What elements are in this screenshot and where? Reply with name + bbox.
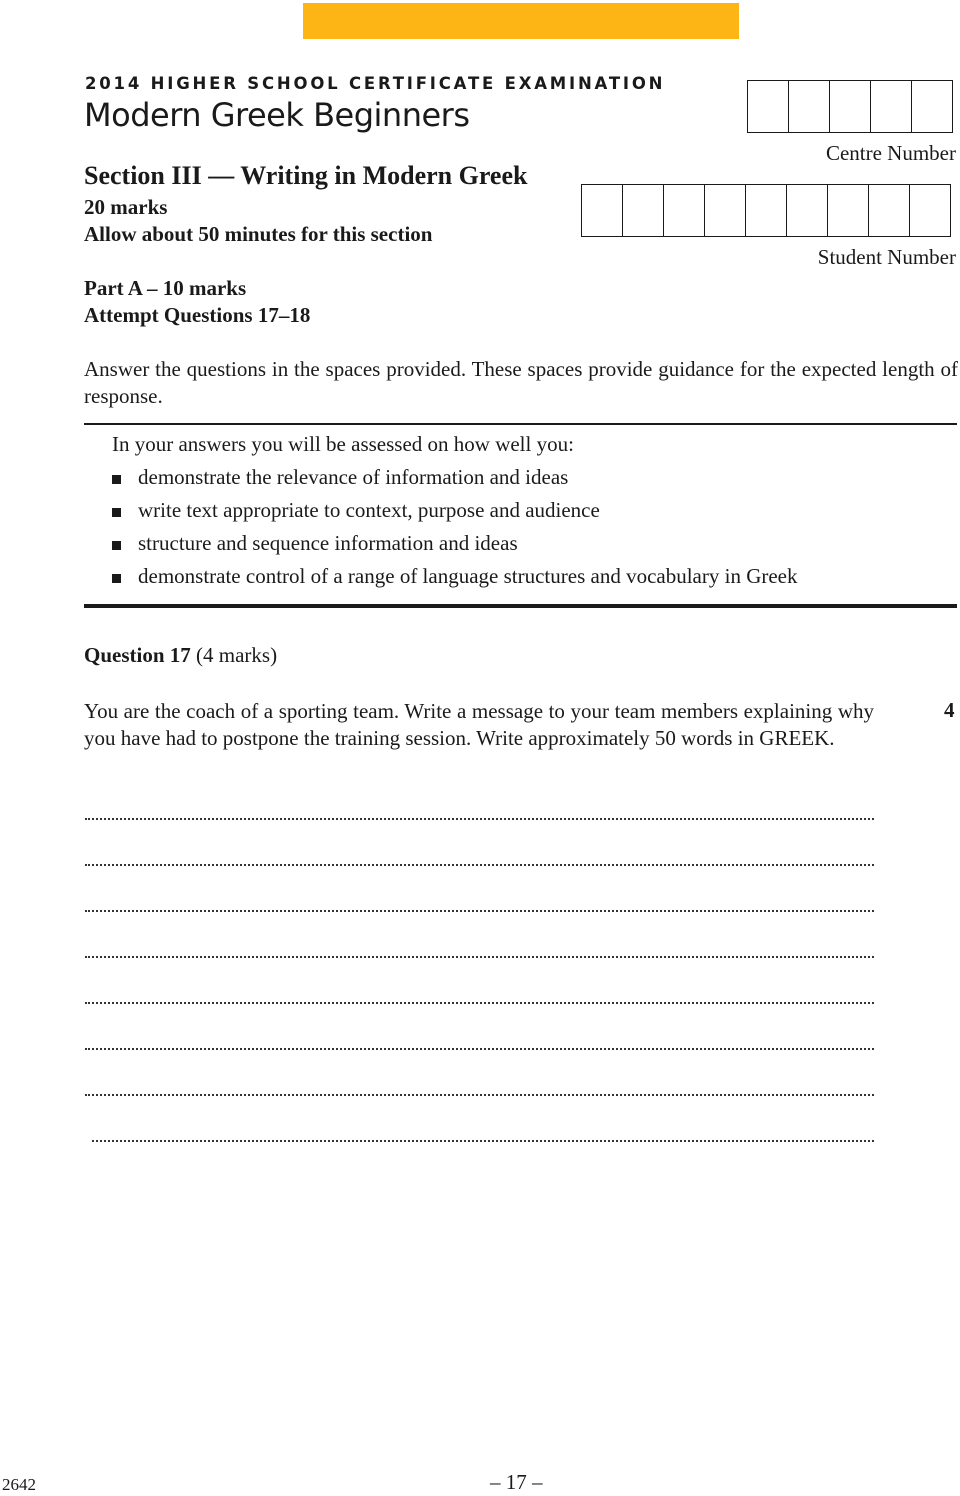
answer-line[interactable] — [92, 1140, 874, 1142]
square-bullet-icon — [112, 475, 121, 484]
paper-code: 2642 — [2, 1475, 36, 1494]
centre-number-label: Centre Number — [825, 141, 956, 165]
criteria-text: write text appropriate to context, purpose and audience — [138, 498, 600, 522]
question-marks-label: (4 marks) — [196, 643, 278, 667]
part-attempt: Attempt Questions 17–18 — [84, 303, 311, 327]
exam-year-heading: 2014 HIGHER SCHOOL CERTIFICATE EXAMINATION — [85, 74, 666, 93]
assessment-criteria-list — [112, 465, 798, 597]
student-number-digit-box[interactable] — [582, 184, 623, 237]
part-title: Part A – 10 marks — [84, 276, 247, 300]
centre-number-digit-box[interactable] — [912, 80, 953, 133]
page-number: – 17 – — [490, 1470, 543, 1494]
student-number-digit-box[interactable] — [664, 184, 705, 237]
criteria-item — [112, 564, 798, 597]
question-heading — [84, 643, 277, 668]
criteria-text: structure and sequence information and ideas — [138, 531, 518, 555]
student-number-label: Student Number — [817, 245, 956, 269]
section-title: Section III — Writing in Modern Greek — [84, 161, 528, 190]
criteria-item — [112, 498, 798, 531]
answer-line[interactable] — [85, 1094, 874, 1096]
question-text: You are the coach of a sporting team. Write a message to your team members explaining why you have had to postpone the training session. Write approximately 50 words in GREEK. — [84, 699, 874, 750]
question-marks: 4 — [944, 698, 955, 722]
criteria-text: demonstrate control of a range of language structures and vocabulary in Greek — [138, 564, 798, 588]
centre-number-boxes — [747, 80, 953, 133]
student-number-digit-box[interactable] — [787, 184, 828, 237]
section-marks: 20 marks — [84, 195, 168, 219]
assessment-intro: In your answers you will be assessed on how well you: — [112, 432, 574, 456]
instructions: Answer the questions in the spaces provided. These spaces provide guidance for the expected length of response. — [84, 357, 958, 408]
student-number-digit-box[interactable] — [705, 184, 746, 237]
header-accent-bar — [303, 3, 739, 39]
student-number-digit-box[interactable] — [746, 184, 787, 237]
answer-line[interactable] — [85, 864, 874, 866]
centre-number-digit-box[interactable] — [748, 80, 789, 133]
answer-line[interactable] — [85, 1048, 874, 1050]
square-bullet-icon — [112, 541, 121, 550]
question-label: Question 17 — [84, 643, 191, 667]
square-bullet-icon — [112, 574, 121, 583]
criteria-text: demonstrate the relevance of information and ideas — [138, 465, 569, 489]
student-number-digit-box[interactable] — [828, 184, 869, 237]
section-time: Allow about 50 minutes for this section — [84, 222, 433, 246]
answer-line[interactable] — [85, 818, 874, 820]
student-number-digit-box[interactable] — [910, 184, 951, 237]
centre-number-digit-box[interactable] — [830, 80, 871, 133]
criteria-bottom-rule — [84, 604, 957, 608]
square-bullet-icon — [112, 508, 121, 517]
centre-number-digit-box[interactable] — [871, 80, 912, 133]
student-number-digit-box[interactable] — [869, 184, 910, 237]
answer-line[interactable] — [85, 1002, 874, 1004]
centre-number-digit-box[interactable] — [789, 80, 830, 133]
student-number-digit-box[interactable] — [623, 184, 664, 237]
criteria-item — [112, 465, 798, 498]
student-number-boxes — [581, 184, 951, 237]
criteria-item — [112, 531, 798, 564]
subject-title: Modern Greek Beginners — [84, 96, 470, 134]
answer-line[interactable] — [85, 910, 874, 912]
criteria-top-rule — [84, 423, 957, 425]
answer-line[interactable] — [85, 956, 874, 958]
